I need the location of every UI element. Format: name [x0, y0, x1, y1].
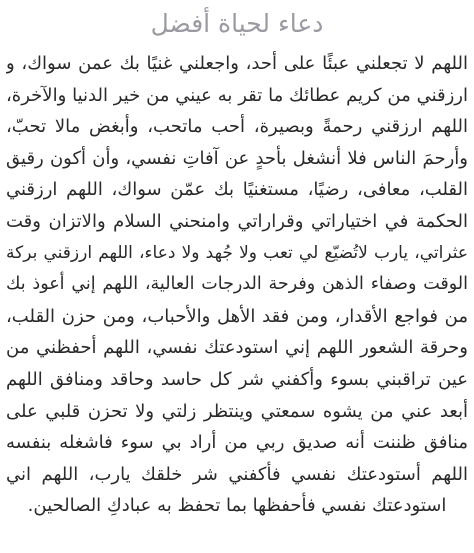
text-line: وحرقة الشعور اللهم إني استودعتك نفسي، اللهم أحفظني من	[6, 337, 468, 359]
text-line: وأرحمَ الناس فلا أنشغل بأحدٍ عن آفاتِ نفسي، وأن أكون رقيق	[6, 147, 468, 169]
page-title: دعاء لحياة أفضل	[150, 9, 324, 38]
text-line: الوقت وصفاء الذهن وفرحة الدرجات العالية، اللهم إني أعوذ بك	[6, 274, 468, 295]
text-line: اللهم ارزقني رحمةً وبصيرة، أحب ماتحب، وأبغض مالا تحبّ،	[6, 116, 468, 138]
prayer-text	[6, 48, 468, 522]
text-line: عثراتي، يارب لاتُضيّع لي تعب ولا جُهد ولا دعاء، اللهم ارزقني بركة	[6, 242, 468, 263]
text-line: ارزقني من كريم عطائك ما تقر به عيني من خير الدنيا والآخرة،	[6, 84, 468, 106]
text-line: اللهم أستودعتك نفسي فأكفني شر خلقك يارب، اللهم اني	[6, 463, 468, 485]
text-line: القلب، معافى، رضيًا، مستغنيًا بك عمّن سواك، اللهم ارزقني	[6, 179, 468, 201]
text-line: من فواجع الأقدار، ومن فقد الأهل والأحباب، ومن حزن القلب،	[6, 305, 468, 327]
text-line: اللهم لا تجعلني عبئًا على أحد، واجعلني غنيًا بك عمن سواك، و	[6, 53, 468, 74]
text-line: أبعد عني من يشوه سمعتي وينتظر زلتي ولا تحزن قلبي على	[6, 400, 468, 422]
text-line: الحكمة في اختياراتي وقراراتي وامنحني السلام والاتزان وقت	[6, 210, 468, 232]
text-line: استودعتك نفسي فأحفظها بما تحفظ به عبادكِ الصالحين.	[27, 495, 447, 517]
text-line: منافق ظننت أنه صديق ربي من أراد بي سوء فاشغله بنفسه	[6, 432, 468, 454]
text-line: عين تراقبني بسوء وأكفني شر كل حاسد وحاقد ومنافق اللهم	[6, 368, 468, 390]
